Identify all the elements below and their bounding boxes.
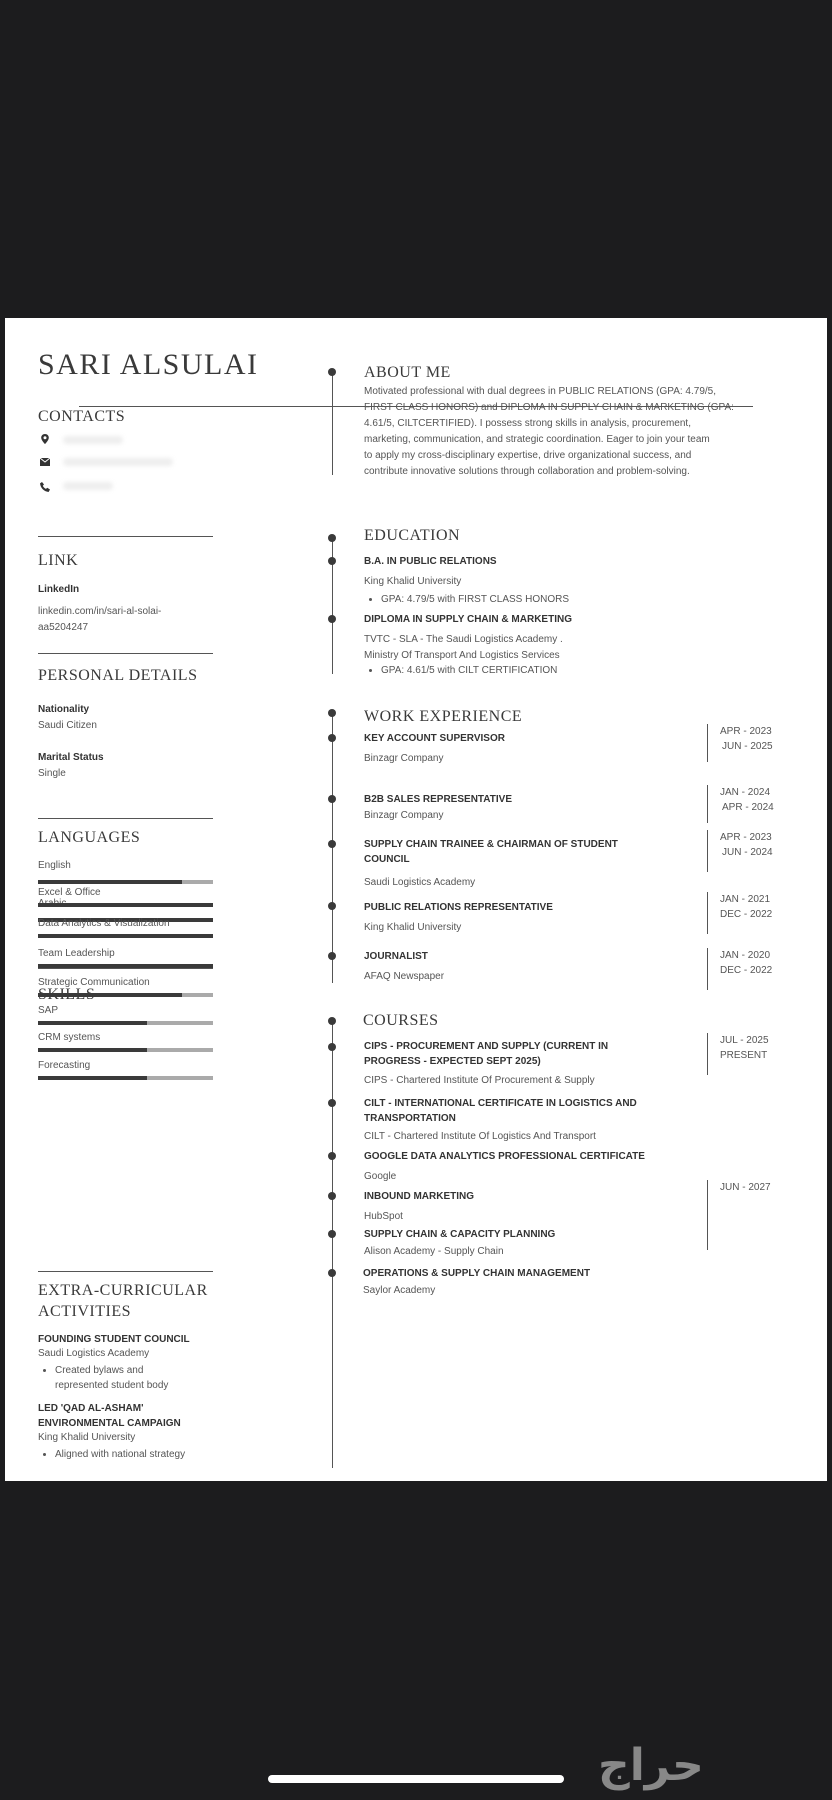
course-dates: JUL - 2025 PRESENT (707, 1033, 769, 1075)
activity-bullets (37, 1447, 245, 1462)
timeline-dot (328, 1043, 336, 1051)
skill-level-fill (38, 1076, 147, 1080)
job-company: AFAQ Newspaper (364, 971, 445, 982)
haraj-watermark: حراج (598, 1740, 704, 1791)
languages-heading: LANGUAGES (38, 829, 141, 846)
skill-name: Team Leadership (38, 948, 115, 959)
timeline-dot (328, 1017, 336, 1025)
skill-name: CRM systems (38, 1032, 101, 1043)
job-dates: JAN - 2024 APR - 2024 (707, 785, 774, 823)
course-dates: JUN - 2027 (707, 1180, 771, 1250)
skill-level-bar (38, 934, 213, 938)
course-provider: Saylor Academy (363, 1285, 436, 1296)
timeline-dot (328, 709, 336, 717)
phone-icon (40, 482, 50, 492)
course-title: SUPPLY CHAIN & CAPACITY PLANNING (364, 1229, 556, 1240)
link-heading: LINK (38, 552, 79, 569)
course-provider: Google (364, 1171, 397, 1182)
skill-level-fill (38, 993, 182, 997)
about-timeline (332, 370, 333, 475)
timeline-dot (328, 1099, 336, 1107)
job-dates: JAN - 2021 DEC - 2022 (707, 892, 772, 934)
job-title: SUPPLY CHAIN TRAINEE & CHAIRMAN OF STUDENT COUNCIL (364, 839, 618, 865)
divider (38, 536, 213, 537)
skill-level-bar (38, 1048, 213, 1052)
timeline-dot (328, 795, 336, 803)
timeline-dot (328, 902, 336, 910)
redacted-phone (63, 482, 113, 490)
job-title: JOURNALIST (364, 951, 428, 962)
marital-status-value: Single (38, 768, 66, 779)
skill-level-fill (38, 934, 213, 938)
work-timeline (332, 713, 333, 983)
about-heading: ABOUT ME (364, 364, 451, 381)
education-bullet: • GPA: 4.79/5 with FIRST CLASS HONORS (381, 592, 569, 607)
job-company: Binzagr Company (364, 753, 444, 764)
skill-name: SAP (38, 1005, 59, 1016)
linkedin-label: LinkedIn (38, 584, 80, 595)
education-org: TVTC - SLA - The Saudi Logistics Academy . Ministry Of Transport And Logistics Services (364, 634, 563, 661)
marital-status-label: Marital Status (38, 752, 104, 763)
skill-level-fill (38, 964, 213, 968)
timeline-dot (328, 534, 336, 542)
courses-heading: COURSES (363, 1012, 439, 1029)
course-title: INBOUND MARKETING (364, 1191, 474, 1202)
timeline-dot (328, 615, 336, 623)
skill-level-fill (38, 1021, 147, 1025)
work-heading: WORK EXPERIENCE (364, 708, 523, 725)
job-dates: APR - 2023 JUN - 2025 (707, 724, 773, 762)
education-bullets (363, 592, 569, 607)
activity-bullet: • Aligned with national strategy (55, 1447, 245, 1462)
language-level-bar (38, 880, 213, 884)
education-title: DIPLOMA IN SUPPLY CHAIN & MARKETING (364, 614, 572, 625)
education-title: B.A. IN PUBLIC RELATIONS (364, 556, 497, 567)
course-title: CIPS - PROCUREMENT AND SUPPLY (CURRENT IN PROGRESS - EXPECTED SEPT 2025) (364, 1041, 609, 1067)
course-title: OPERATIONS & SUPPLY CHAIN MANAGEMENT (363, 1268, 591, 1279)
job-title: KEY ACCOUNT SUPERVISOR (364, 733, 505, 744)
course-title: CILT - INTERNATIONAL CERTIFICATE IN LOGISTICS AND TRANSPORTATION (364, 1098, 637, 1124)
education-bullets (363, 663, 557, 678)
extra-curricular-heading: EXTRA-CURRICULAR ACTIVITIES (38, 1282, 208, 1320)
timeline-dot (328, 1192, 336, 1200)
job-company: Saudi Logistics Academy (364, 877, 476, 888)
skill-name: Strategic Communication (38, 977, 150, 988)
skill-level-fill (38, 903, 213, 907)
divider (38, 818, 213, 819)
email-icon (40, 458, 50, 466)
job-company: King Khalid University (364, 922, 462, 933)
skill-name: Excel & Office (38, 887, 101, 898)
divider (38, 1271, 213, 1272)
timeline-dot (328, 557, 336, 565)
divider (38, 653, 213, 654)
job-title: PUBLIC RELATIONS REPRESENTATIVE (364, 902, 553, 913)
education-bullet: • GPA: 4.61/5 with CILT CERTIFICATION (381, 663, 557, 678)
course-provider: CILT - Chartered Institute Of Logistics And Transport (364, 1131, 596, 1142)
timeline-dot (328, 840, 336, 848)
activity-org: King Khalid University (38, 1432, 136, 1443)
language-name: English (38, 860, 71, 871)
redacted-email (63, 458, 173, 466)
personal-details-heading: PERSONAL DETAILS (38, 667, 198, 684)
activity-title: FOUNDING STUDENT COUNCIL (38, 1334, 190, 1345)
timeline-dot (328, 1152, 336, 1160)
skill-name: Data Analytics & Visualization (38, 918, 170, 929)
skill-level-fill (38, 1048, 147, 1052)
job-company: Binzagr Company (364, 810, 444, 821)
timeline-dot (328, 734, 336, 742)
resume-name: SARI ALSULAI (38, 348, 259, 381)
activity-bullet: • Created bylaws and represented student body (55, 1363, 235, 1393)
skill-level-bar (38, 964, 213, 968)
resume-page (5, 318, 827, 1481)
divider (38, 968, 213, 969)
job-dates: JAN - 2020 DEC - 2022 (707, 948, 772, 990)
redacted-address (63, 436, 123, 444)
activity-title: LED 'QAD AL-ASHAM' ENVIRONMENTAL CAMPAIGN (38, 1403, 181, 1429)
skill-name: Forecasting (38, 1060, 91, 1071)
job-dates: APR - 2023 JUN - 2024 (707, 830, 773, 872)
course-provider: HubSpot (364, 1211, 403, 1222)
timeline-dot (328, 952, 336, 960)
contacts-heading: CONTACTS (38, 408, 126, 425)
skill-level-bar (38, 903, 213, 907)
timeline-dot (328, 1269, 336, 1277)
activity-org: Saudi Logistics Academy (38, 1348, 150, 1359)
linkedin-url[interactable]: linkedin.com/in/sari-al-solai- aa5204247 (38, 606, 162, 633)
skill-level-bar (38, 1021, 213, 1025)
education-heading: EDUCATION (364, 527, 461, 544)
courses-timeline (332, 1020, 333, 1468)
activity-bullets (37, 1363, 235, 1393)
skill-level-bar (38, 993, 213, 997)
nationality-label: Nationality (38, 704, 90, 715)
course-provider: Alison Academy - Supply Chain (364, 1246, 504, 1257)
course-provider: CIPS - Chartered Institute Of Procurement & Supply (364, 1075, 595, 1086)
nationality-value: Saudi Citizen (38, 720, 97, 731)
course-title: GOOGLE DATA ANALYTICS PROFESSIONAL CERTIFICATE (364, 1151, 645, 1162)
home-indicator[interactable] (268, 1775, 564, 1783)
about-text: Motivated professional with dual degrees in PUBLIC RELATIONS (GPA: 4.79/5, FIRST CLASS HONORS) and DIPLOMA IN SUPPLY CHAIN & MARKETING (GPA: 4.61/5, CILTCERTIFIED). I possess strong skills in analysis, procurement, marketing, communication, and strategic coordination. Eager to join your team to apply my cross-disciplinary expertise, drive organizational success, and contribute innovative solutions through collaboration and problem-solving. (364, 386, 734, 477)
timeline-dot (328, 1230, 336, 1238)
job-title: B2B SALES REPRESENTATIVE (364, 794, 512, 805)
skill-level-bar (38, 1076, 213, 1080)
education-org: King Khalid University (364, 576, 462, 587)
timeline-dot (328, 368, 336, 376)
